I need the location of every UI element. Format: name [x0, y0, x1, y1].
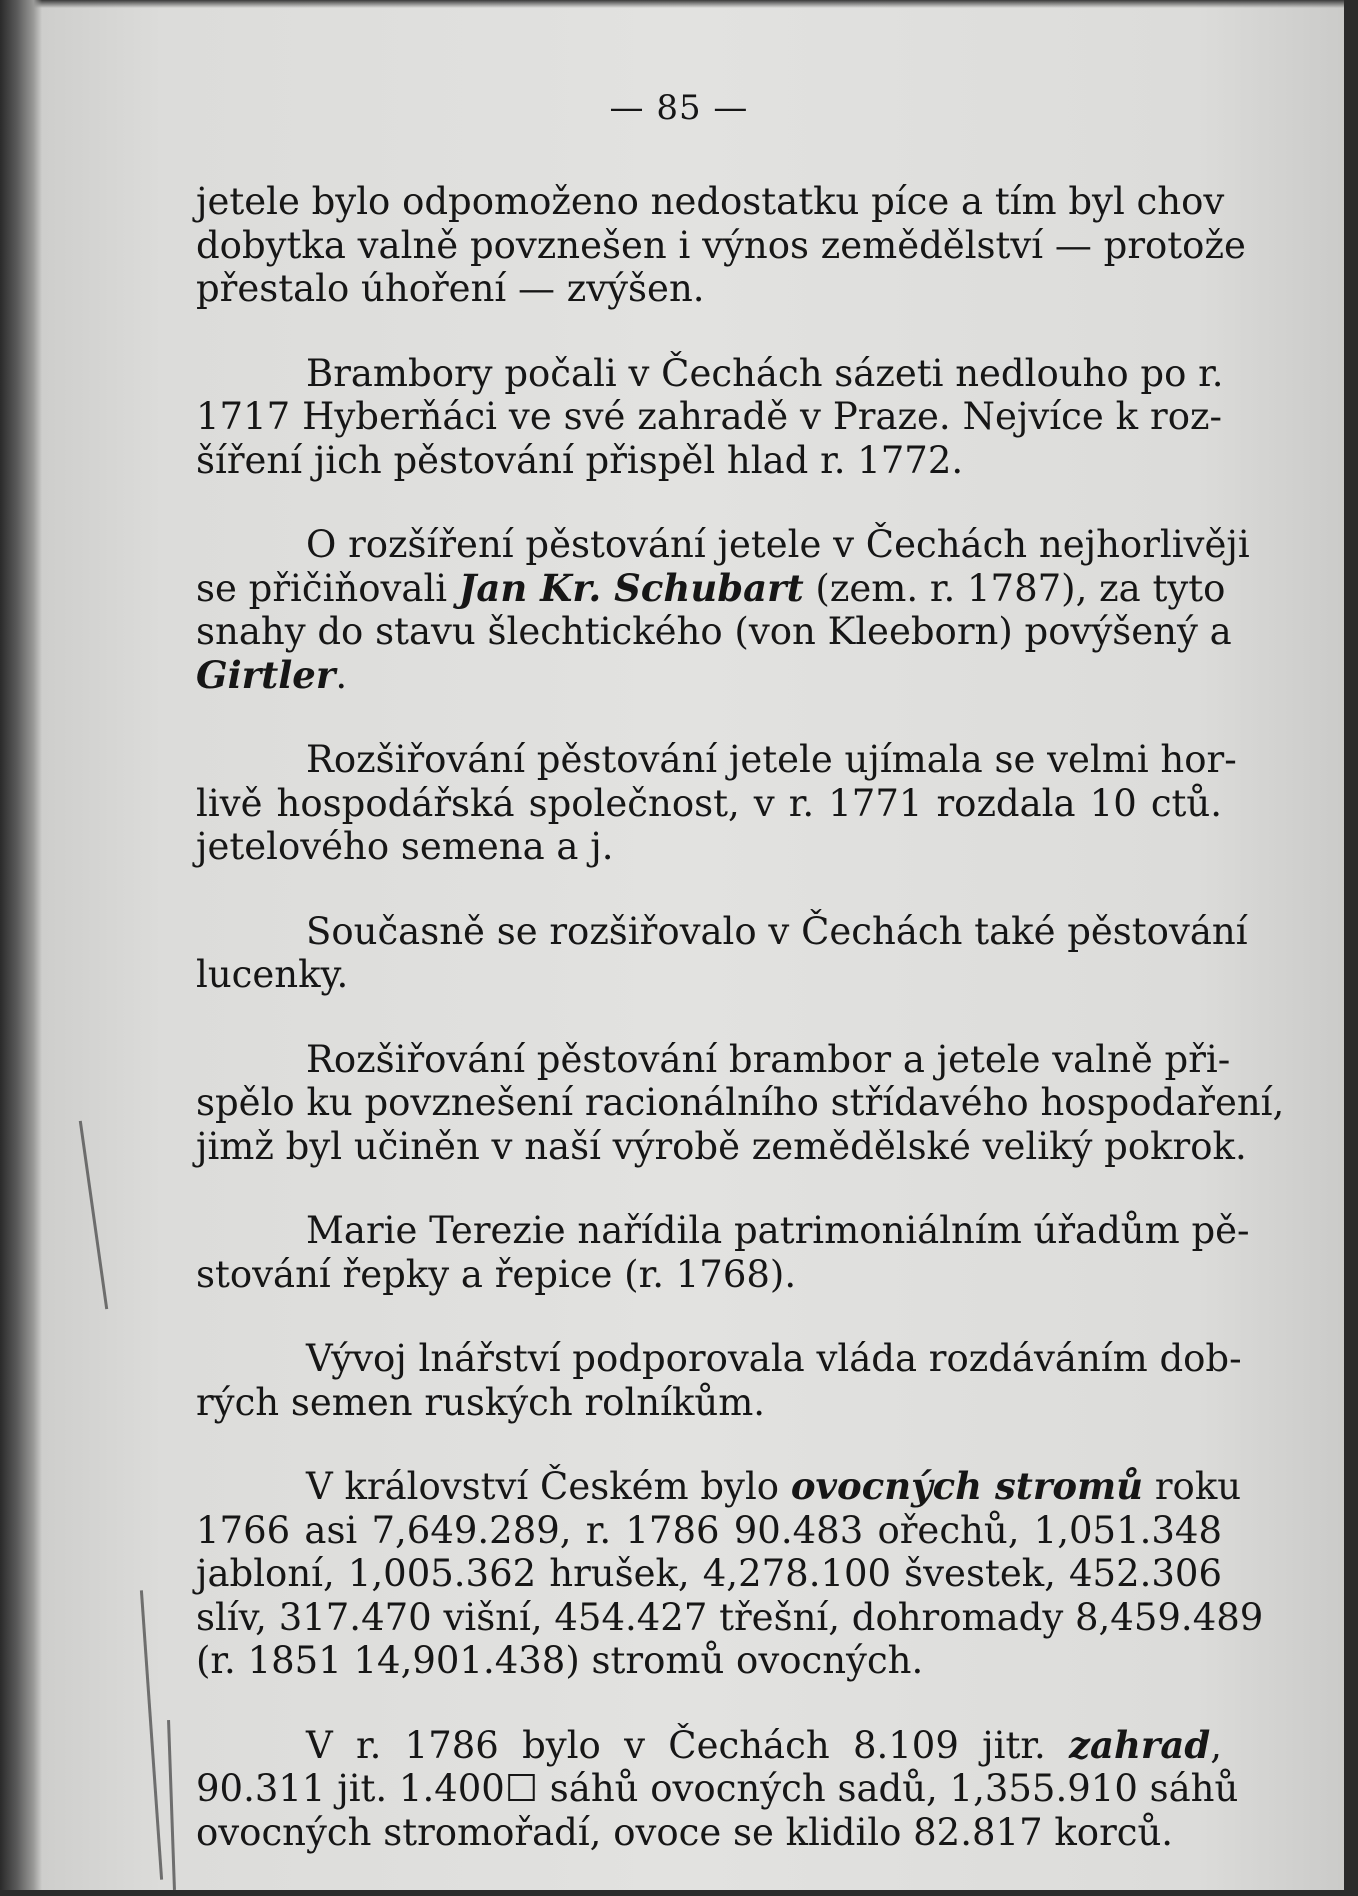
text-line: dobytka valně povznešen i výnos zemědělství — protože — [196, 223, 1246, 267]
paragraph — [196, 1209, 1250, 1296]
text-line: přestalo úhoření — zvýšen. — [196, 267, 705, 310]
text-line: 1766 asi 7,649.289, r. 1786 90.483 ořechů, 1,051.348 — [196, 1508, 1222, 1552]
text-line: Vývoj lnářství podporovala vláda rozdáváním dob- — [306, 1337, 1242, 1380]
text-line: O rozšíření pěstování jetele v Čechách nejhorlivěji — [306, 523, 1250, 566]
page-number: — 85 — — [609, 88, 749, 128]
page-top-shadow — [0, 0, 1358, 8]
text-line: Marie Terezie nařídila patrimoniálním úřadům pě- — [306, 1209, 1250, 1252]
text-line: jimž byl učiněn v naší výrobě zemědělské veliký pokrok. — [196, 1124, 1247, 1168]
text-line: lucenky. — [196, 953, 349, 996]
paragraph — [196, 523, 1250, 697]
text-line: 1717 Hyberňáci ve své zahradě v Praze. Nejvíce k roz- — [196, 395, 1222, 438]
text-fragment: V království Českém bylo — [306, 1465, 791, 1508]
text-line: slív, 317.470 višní, 454.427 třešní, dohromady 8,459.489 — [196, 1595, 1264, 1639]
page-left-binding-shadow — [0, 0, 42, 1896]
text-line: jetele bylo odpomoženo nedostatku píce a tím byl chov — [196, 180, 1225, 223]
body-text — [196, 180, 1285, 1895]
text-line: spělo ku povznešení racionálního střídavého hospodaření, — [196, 1081, 1285, 1124]
paragraph — [196, 909, 1248, 997]
page-right-border — [1344, 0, 1358, 1896]
text-fragment: V r. 1786 bylo v Čechách 8.109 jitr. — [306, 1723, 1069, 1767]
scan-scratch-mark — [140, 1590, 163, 1880]
text-fragment: se přičiňovali — [196, 566, 459, 610]
text-line: 90.311 jit. 1.400☐ sáhů ovocných sadů, 1,355.910 sáhů — [196, 1767, 1239, 1810]
paragraph — [196, 738, 1237, 869]
paragraph — [196, 180, 1246, 311]
paragraph — [196, 1037, 1285, 1169]
paragraph — [196, 1337, 1242, 1424]
text-line — [196, 654, 1222, 698]
emphasized-name: Girtler — [196, 652, 336, 697]
scan-scratch-mark — [79, 1121, 108, 1310]
text-line: (r. 1851 14,901.438) stromů ovocných. — [196, 1639, 924, 1682]
text-line: Současně se rozšiřovalo v Čechách také pěstování — [306, 909, 1248, 953]
text-line: Rozšiřování pěstování brambor a jetele valně při- — [306, 1037, 1231, 1081]
paragraph — [196, 1722, 1239, 1855]
text-line: Rozšiřování pěstování jetele ujímala se velmi hor- — [306, 738, 1237, 781]
text-fragment: (zem. r. 1787), za tyto — [803, 566, 1226, 610]
text-line — [196, 565, 1226, 611]
text-line: snahy do stavu šlechtického (von Kleeborn) povýšený a — [196, 610, 1232, 653]
text-line: ovocných stromořadí, ovoce se klidilo 82.817 korců. — [196, 1810, 1174, 1854]
text-line: livě hospodářská společnost, v r. 1771 rozdala 10 ctů. — [196, 781, 1222, 825]
text-fragment: . — [335, 653, 348, 697]
emphasized-term: ovocných stromů — [790, 1464, 1144, 1508]
text-line: Brambory počali v Čechách sázeti nedlouho po r. — [306, 351, 1224, 395]
emphasized-name: Jan Kr. Schubart — [458, 565, 804, 610]
text-line — [196, 1724, 1222, 1768]
text-line: jetelového semena a j. — [196, 825, 614, 868]
paragraph — [196, 352, 1222, 483]
paragraph — [196, 1464, 1264, 1683]
scan-scratch-mark — [167, 1720, 176, 1890]
text-line: šíření jich pěstování přispěl hlad r. 1772. — [196, 438, 964, 482]
text-fragment: roku — [1143, 1465, 1242, 1508]
emphasized-term: zahrad — [1069, 1722, 1211, 1767]
text-line: rých semen ruských rolníkům. — [196, 1380, 766, 1424]
text-line: stování řepky a řepice (r. 1768). — [196, 1252, 797, 1296]
text-line — [196, 1464, 1242, 1509]
text-fragment: , — [1210, 1723, 1222, 1767]
text-line: jabloní, 1,005.362 hrušek, 4,278.100 švestek, 452.306 — [196, 1552, 1222, 1595]
